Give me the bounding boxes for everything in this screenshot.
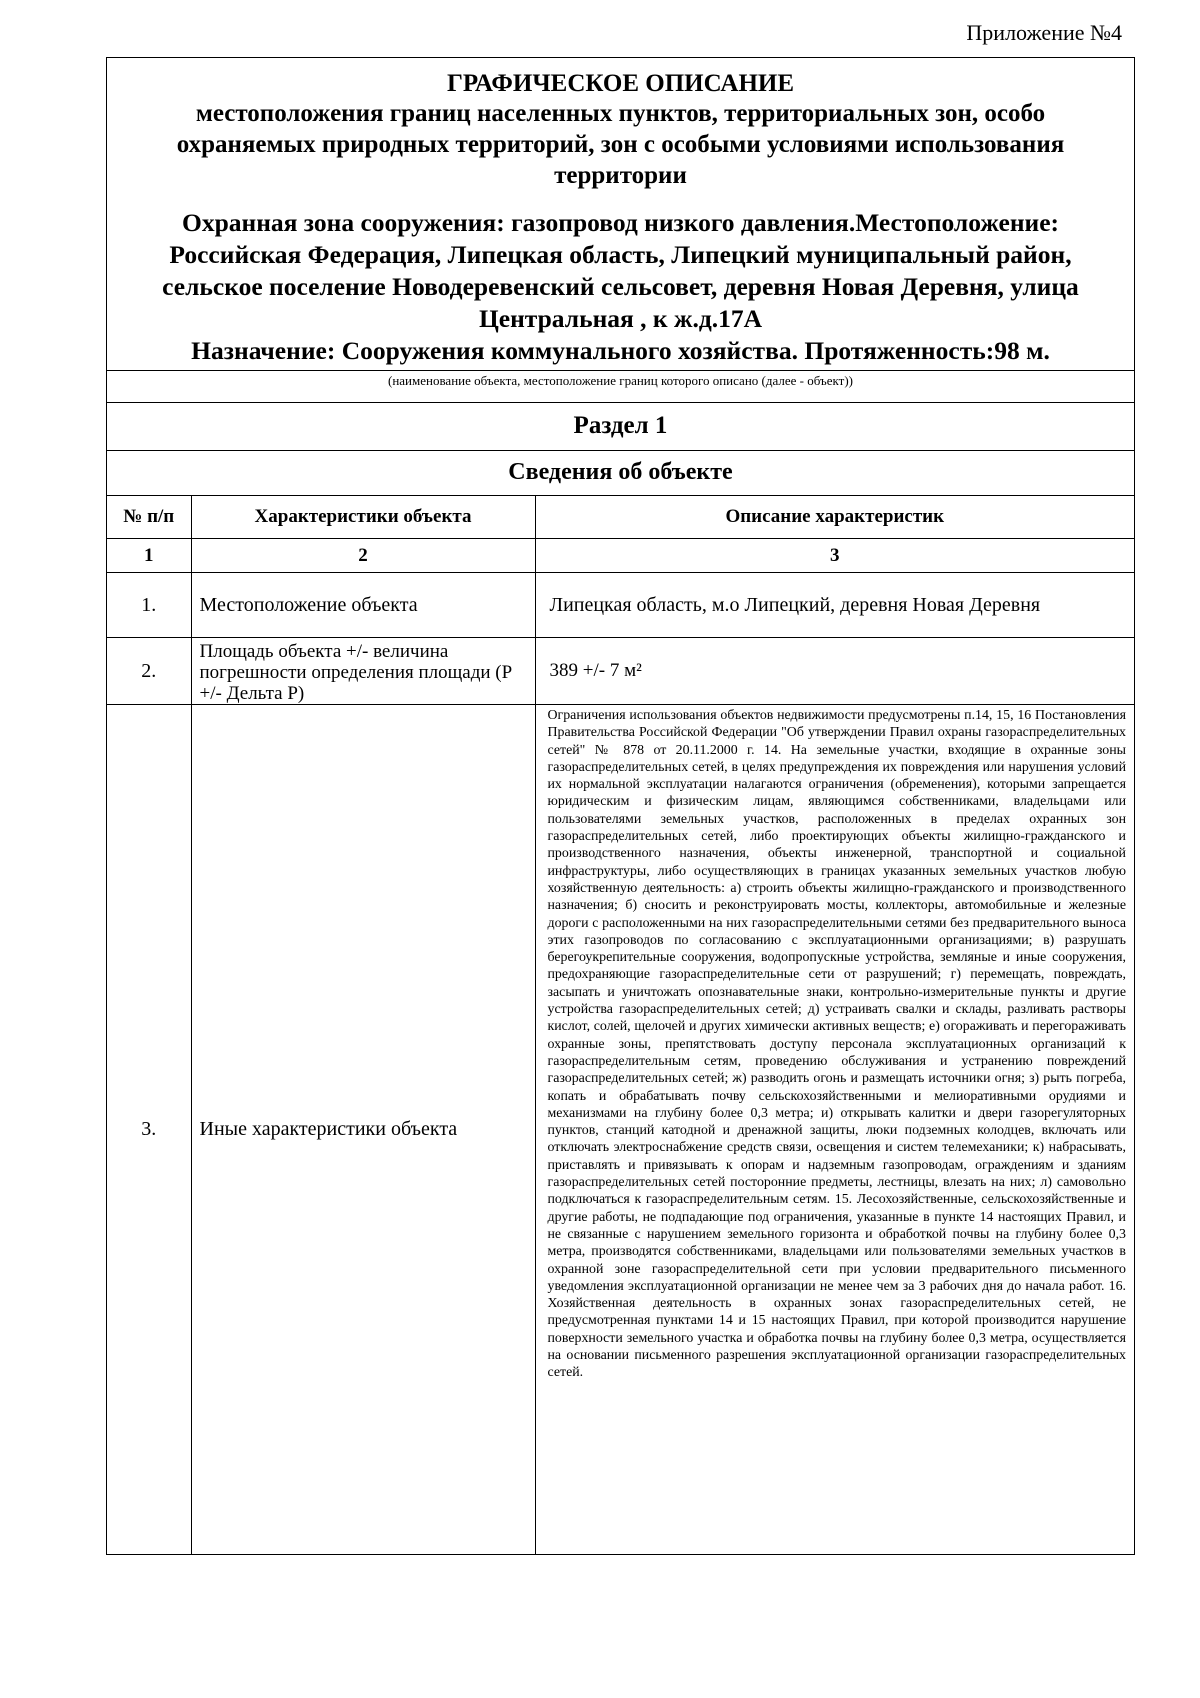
section-subtitle: Сведения об объекте [508, 459, 733, 485]
row-description: 389 +/- 7 м² [535, 638, 1134, 705]
object-purpose: Назначение: Сооружения коммунального хозяйства. Протяженность:98 м. [191, 336, 1050, 365]
row-characteristic: Иные характеристики объекта [191, 705, 535, 1555]
row-description: Липецкая область, м.о Липецкий, деревня Новая Деревня [535, 573, 1134, 638]
document-header [107, 58, 1134, 368]
row-characteristic: Местоположение объекта [191, 573, 535, 638]
object-description: Охранная зона сооружения: газопровод низкого давления.Местоположение: Российская Федерация, Липецкая область, Липецкий муниципальный район, сельское поселение Новодеревенский сельсовет, деревня Новая Деревня, улица Центральная , к ж.д.17А [162, 208, 1079, 333]
column-number: 1 [107, 539, 191, 573]
row-number: 2. [107, 638, 191, 705]
column-number: 3 [535, 539, 1134, 573]
row-description: Ограничения использования объектов недвижимости предусмотрены п.14, 15, 16 Постановления Правительства Российской Федерации "Об утверждении Правил охраны газораспределительных сетей" № 878 от 20.11.2000 г. 14. На земельные участки, входящие в охранные зоны газораспределительных сетей, в целях предупреждения их повреждения или нарушения условий их нормальной эксплуатации налагаются ограничения (обременения), которыми запрещается юридическим и физическим лицам, являющимся собственниками, владельцами или пользователями земельных участков, расположенных в пределах охранных зон газораспределительных сетей, либо проектирующих объекты жилищно-гражданского и производственного назначения, объекты инженерной, транспортной и социальной инфраструктуры, либо осуществляющих в границах указанных земельных участков любую хозяйственную деятельность: а) строить объекты жилищно-гражданского и производственного назначения; б) сносить и реконструировать мосты, коллекторы, автомобильные и железные дороги с расположенными на них газораспределительными сетями без предварительного выноса этих газопроводов по согласованию с эксплуатационными организациями; в) разрушать берегоукрепительные сооружения, водопропускные устройства, земляные и иные сооружения, предохраняющие газораспределительные сети от разрушений; г) перемещать, повреждать, засыпать и уничтожать опознавательные знаки, контрольно-измерительные пункты и другие устройства газораспределительных сетей; д) устраивать свалки и склады, разливать растворы кислот, солей, щелочей и других химически активных веществ; е) огораживать и перегораживать охранные зоны, препятствовать доступу персонала эксплуатационных организаций к газораспределительным сетям, проведению обслуживания и устранению повреждений газораспределительных сетей; ж) разводить огонь и размещать источники огня; з) рыть погреба, копать и обрабатывать почву сельскохозяйственными и мелиоративными орудиями и механизмами на глубину более 0,3 метра; и) открывать калитки и двери газорегуляторных пунктов, станций катодной и дренажной защиты, люки подземных колодцев, включать или отключать электроснабжение средств связи, освещения и систем телемеханики; к) набрасывать, приставлять и привязывать к опорам и надземным газопроводам, ограждениям и зданиям газораспределительных сетей посторонние предметы, лестницы, влезать на них; л) самовольно подключаться к газораспределительным сетям. 15. Лесохозяйственные, сельскохозяйственные и другие работы, не подпадающие под ограничения, указанные в пункте 14 настоящих Правил, и не связанные с нарушением земельного горизонта и обработкой почвы на глубину более 0,3 метра, производятся собственниками, владельцами или пользователями земельных участков в охранной зоне газораспределительной сети при условии предварительного письменного уведомления эксплуатационной организации не менее чем за 3 рабочих дня до начала работ. 16. Хозяйственная деятельность в охранных зонах газораспределительных сетей, не предусмотренная пунктами 14 и 15 настоящих Правил, при которой производится нарушение поверхности земельного участка и обработка почвы на глубину более 0,3 метра, осуществляется на основании письменного разрешения эксплуатационной организации газораспределительных сетей. [547, 708, 1126, 1381]
column-number-row [107, 539, 1134, 573]
table-row [107, 705, 1134, 1555]
column-number: 2 [191, 539, 535, 573]
column-header-description: Описание характеристик [535, 496, 1134, 539]
section-title: Раздел 1 [573, 412, 668, 439]
caption-divider [107, 370, 1134, 371]
document-frame [106, 57, 1135, 1555]
document-title: ГРАФИЧЕСКОЕ ОПИСАНИЕ [446, 70, 795, 97]
row-number: 3. [107, 705, 191, 1555]
table-header-row [107, 496, 1134, 539]
object-info-table [107, 495, 1134, 1555]
column-header-number: № п/п [107, 496, 191, 539]
table-row [107, 638, 1134, 705]
object-caption: (наименование объекта, местоположение границ которого описано (далее - объект)) [388, 373, 853, 388]
row-number: 1. [107, 573, 191, 638]
appendix-number: Приложение №4 [966, 20, 1122, 45]
table-row [107, 573, 1134, 638]
column-header-characteristic: Характеристики объекта [191, 496, 535, 539]
document-subtitle: местоположения границ населенных пунктов, территориальных зон, особо охраняемых природных территорий, зон с особыми условиями использования территории [176, 100, 1065, 189]
row-characteristic: Площадь объекта +/- величина погрешности определения площади (Р +/- Дельта Р) [199, 641, 513, 703]
